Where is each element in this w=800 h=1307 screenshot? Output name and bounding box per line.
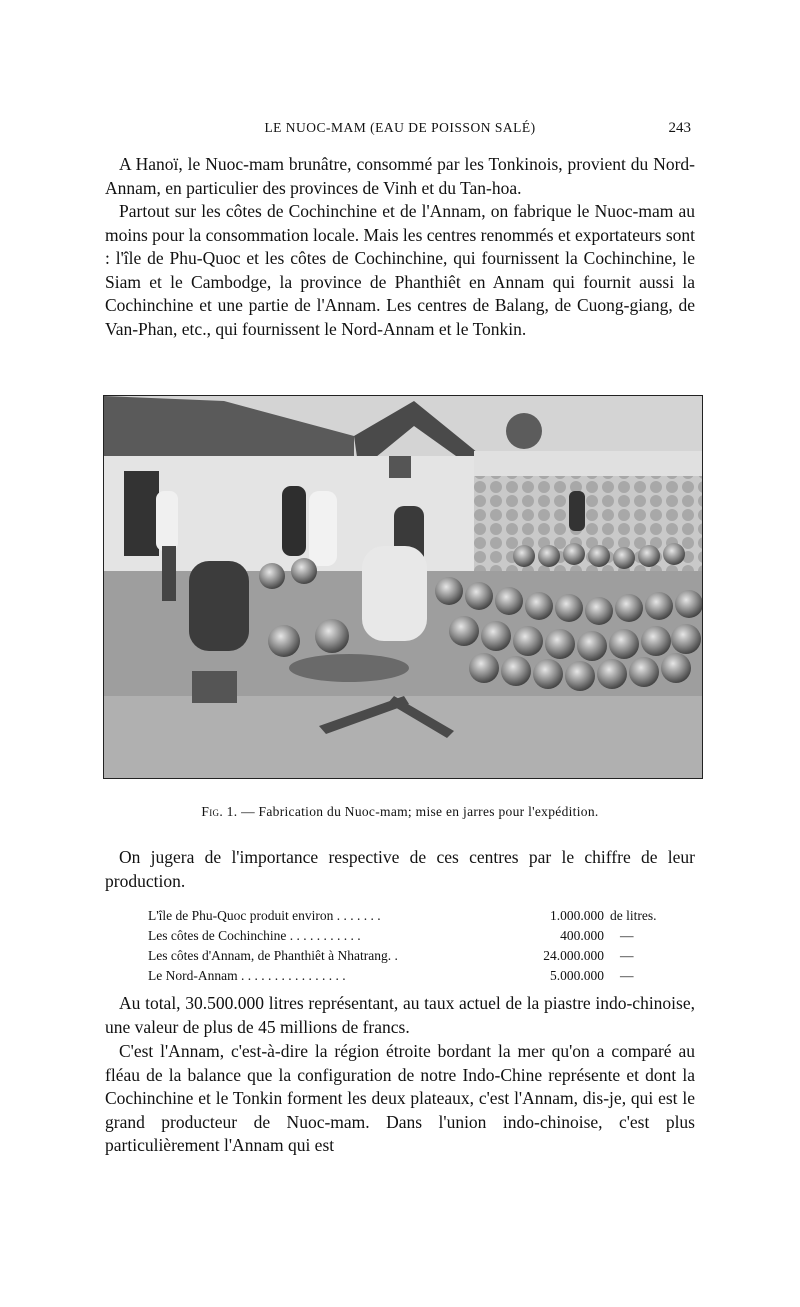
figure-caption <box>105 804 695 820</box>
row-place: Les côtes de Cochinchine . . . . . . . . . . . <box>148 928 361 943</box>
row-quantity: 400.000 <box>560 928 604 943</box>
row-unit: — <box>620 968 634 983</box>
paragraph-annam: C'est l'Annam, c'est-à-dire la région étroite bordant la mer qu'on a comparé au fléau de la balance que la configuration de notre Indo-Chine représente et dont la Cochinchine et le Tonkin forment les deux plateaux, c'est l'Annam, dis-je, qui est le grand producteur de Nuoc-mam. Dans l'union indo-chinoise, c'est plus particulièrement l'Annam qui est <box>105 1041 695 1155</box>
figure-photograph <box>103 395 703 779</box>
table-row <box>148 966 668 986</box>
row-place: Le Nord-Annam . . . . . . . . . . . . . . . . <box>148 968 346 983</box>
table-row <box>148 946 668 966</box>
paragraph-total: Au total, 30.500.000 litres représentant, au taux actuel de la piastre indo-chinoise, une valeur de plus de 45 millions de francs. <box>105 993 695 1037</box>
row-place: Les côtes d'Annam, de Phanthiêt à Nhatrang. . <box>148 948 398 963</box>
row-place: L'île de Phu-Quoc produit environ . . . . . . . <box>148 908 381 923</box>
row-quantity: 24.000.000 <box>543 948 604 963</box>
table-row <box>148 926 668 946</box>
paragraph-production-centres: Partout sur les côtes de Cochinchine et de l'Annam, on fabrique le Nuoc-mam au moins pour la consommation locale. Mais les centres renommés et exportateurs sont : l'île de Phu-Quoc et les côtes de Cochinchine, qui fournissent la Cochinchine, le Siam et le Cambodge, la province de Phanthiêt en Annam qui fournit aussi la Cochinchine et une partie de l'Annam. Les centres de Balang, de Cuong-giang, de Van-Phan, etc., qui fournissent le Nord-Annam et le Tonkin. <box>105 201 695 339</box>
paragraph-importance: On jugera de l'importance respective de ces centres par le chiffre de leur production. <box>105 847 695 891</box>
page-number: 243 <box>668 120 691 136</box>
row-quantity: 1.000.000 <box>550 908 604 923</box>
table-row <box>148 906 668 926</box>
row-unit: — <box>620 948 634 963</box>
running-head <box>105 120 695 142</box>
row-unit: — <box>620 928 634 943</box>
row-unit: de litres. <box>610 908 657 923</box>
paragraph-hanoi: A Hanoï, le Nuoc-mam brunâtre, consommé par les Tonkinois, provient du Nord-Annam, en particulier des provinces de Vinh et du Tan-hoa. <box>105 154 695 198</box>
figure-label: Fig. 1. <box>201 804 238 819</box>
production-table <box>148 906 668 986</box>
photo-illustration <box>104 396 702 778</box>
figure-caption-text: — Fabrication du Nuoc-mam; mise en jarres pour l'expédition. <box>237 804 599 819</box>
running-title: LE NUOC-MAM (EAU DE POISSON SALÉ) <box>264 120 536 135</box>
row-quantity: 5.000.000 <box>550 968 604 983</box>
